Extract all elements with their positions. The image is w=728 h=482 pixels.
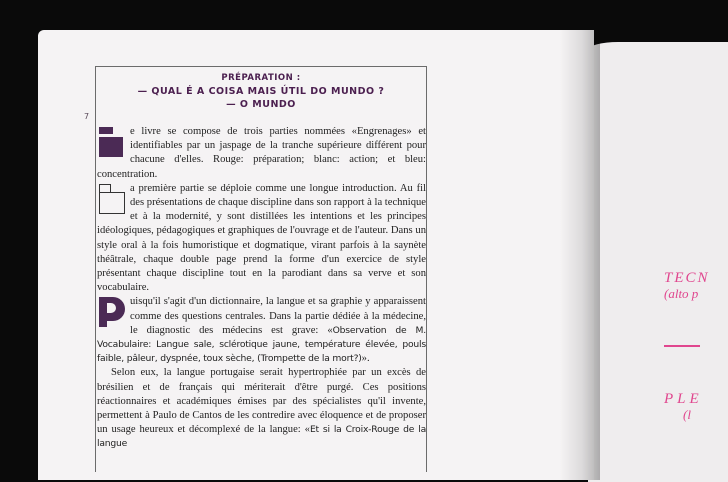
paragraph-3-text: uisqu'il s'agit d'un dictionnaire, la langue et sa graphie y apparaissent comme des questions centrales. Dans la partie dédiée à la médecine, le diagnostic des médecins est grave: « bbox=[130, 296, 426, 336]
paragraph-1 bbox=[97, 125, 426, 182]
paragraph-3 bbox=[97, 295, 426, 366]
page-number: 7 bbox=[84, 112, 90, 121]
section-header bbox=[96, 67, 426, 111]
right-page-word-4: (l bbox=[683, 407, 691, 422]
dropcap-p-icon bbox=[99, 297, 125, 327]
right-page-word-1: TECN bbox=[664, 270, 710, 286]
header-line-2: — QUAL É A COISA MAIS ÚTIL DO MUNDO ? bbox=[137, 86, 385, 97]
paragraph-3-quote: Observation de M. Vocabulaire: Langue sale, sclérotique jaune, température élevée, pouls faible, pâleur, dyspnée, toux sèche, (Trompette de la mort?) bbox=[97, 324, 426, 365]
dropcap-l-outline-icon bbox=[99, 184, 125, 214]
paragraph-4 bbox=[97, 366, 426, 451]
body-text bbox=[97, 125, 426, 452]
header-line-1: PRÉPARATION : bbox=[221, 73, 301, 83]
book-gutter bbox=[560, 30, 600, 480]
right-page bbox=[588, 42, 728, 482]
right-page-divider bbox=[664, 345, 700, 347]
paragraph-2-text: a première partie se déploie comme une longue introduction. Au fil des présentations de chaque discipline dans son rapport à la technique et à la modernité, y sont distillées les intentions et les principes idéologiques, pédagogiques et graphiques de l'ouvrage et de l'auteur. Dans un style oral à la fois humoristique et dogmatique, virant parfois à la saynète théâtrale, chaque double page prend la forme d'un exercice de style présentant chaque discipline tout en la parodiant dans sa verve et son vocabulaire. bbox=[97, 182, 426, 294]
dropcap-l-icon bbox=[99, 127, 125, 157]
right-page-word-2: (alto p bbox=[664, 286, 699, 301]
header-line-3: — O MUNDO bbox=[226, 99, 296, 110]
paragraph-4-quote: Et si la Croix-Rouge de la langue bbox=[97, 424, 426, 450]
paragraph-3-end: ». bbox=[361, 353, 370, 365]
paragraph-4-text: Selon eux, la langue portugaise serait hypertrophiée par un excès de brésilien et de français qui mériterait d'être purgé. Ces positions réactionnaires et académiques émises par des spécialistes qu'il invente, permettent à Paulo de Cantos de les contredire avec éloquence et de proposer un usage heureux et décomplexé de la langue: « bbox=[97, 367, 426, 436]
right-page-word-3: PLE bbox=[664, 391, 703, 407]
paragraph-1-text: e livre se compose de trois parties nommées «Engrenages» et identifiables par un jaspage de la tranche supérieure différent pour chacune d'elles. Rouge: préparation; blanc: action; et bleu: concentration. bbox=[97, 126, 426, 180]
paragraph-2 bbox=[97, 182, 426, 296]
